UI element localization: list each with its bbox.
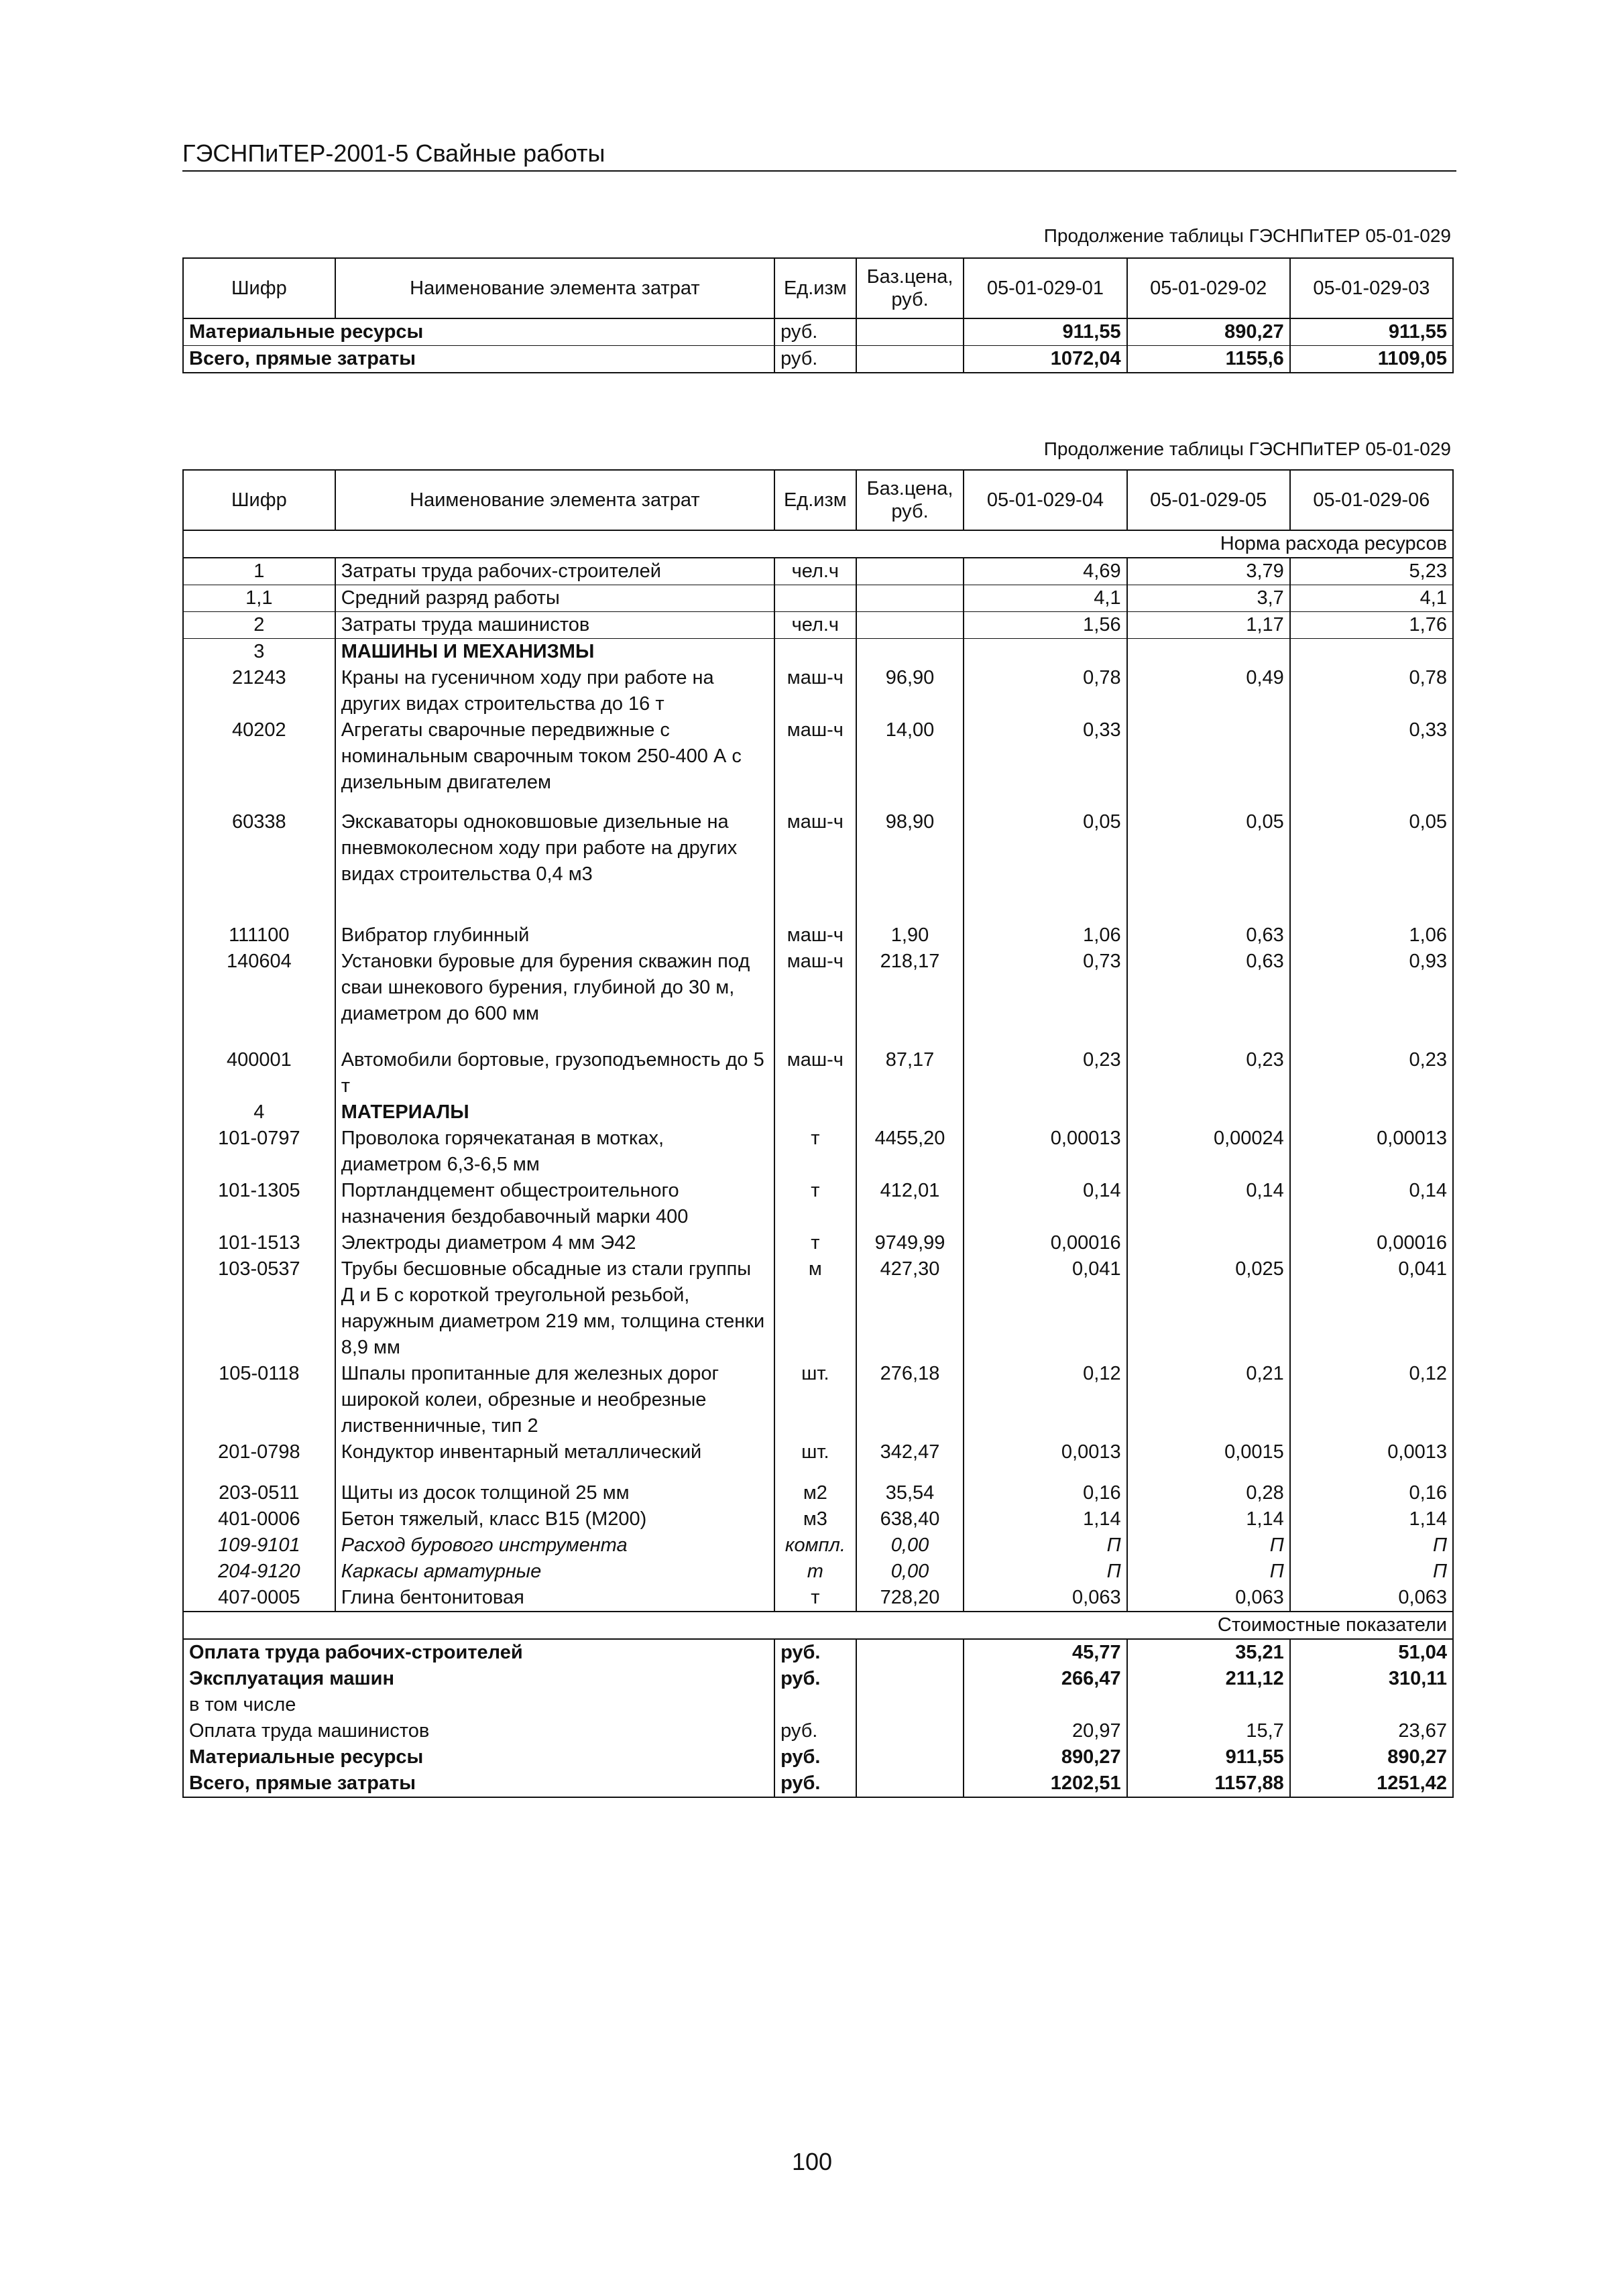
row-name: Портландцемент общестроительного назначения бездобавочный марки 400 (335, 1178, 774, 1230)
row-value: 1,76 (1290, 612, 1453, 639)
row-code: 203-0511 (183, 1480, 335, 1506)
row-value (1290, 1099, 1453, 1126)
row-code: 60338 (183, 809, 335, 922)
row-value: 0,063 (964, 1585, 1126, 1612)
row-code: 2 (183, 612, 335, 639)
row-value: 0,12 (1290, 1361, 1453, 1439)
row-unit: компл. (774, 1532, 856, 1559)
totals-name: Оплата труда машинистов (183, 1718, 774, 1744)
norm-section-row (183, 530, 1453, 558)
row-value: 0,0013 (1290, 1439, 1453, 1480)
totals-price-empty (856, 1639, 964, 1666)
totals-body (183, 1639, 1453, 1797)
row-name: Установки буровые для бурения скважин под сваи шнекового бурения, глубиной до 30 м, диаметром до 600 мм (335, 949, 774, 1047)
row-unit: м2 (774, 1480, 856, 1506)
row-code: 407-0005 (183, 1585, 335, 1612)
row-code: 4 (183, 1099, 335, 1126)
row-name: Затраты труда рабочих-строителей (335, 558, 774, 585)
row-value: 0,49 (1127, 665, 1290, 717)
resources-body (183, 558, 1453, 1612)
row-name: Расход бурового инструмента (335, 1532, 774, 1559)
col-header-v3: 05-01-029-03 (1290, 258, 1453, 318)
table-row (183, 949, 1453, 1047)
totals-value: 15,7 (1127, 1718, 1290, 1744)
row-value: 0,28 (1127, 1480, 1290, 1506)
totals-value (1127, 1692, 1290, 1718)
row-price: 1,90 (856, 922, 964, 949)
totals-price-empty (856, 1692, 964, 1718)
row-code: 401-0006 (183, 1506, 335, 1532)
row-value: 0,00013 (1290, 1126, 1453, 1178)
row-price (856, 558, 964, 585)
row-unit (774, 585, 856, 612)
table-row (183, 1099, 1453, 1126)
col-header-name: Наименование элемента затрат (335, 258, 774, 318)
row-name: Краны на гусеничном ходу при работе на других видах строительства до 16 т (335, 665, 774, 717)
row-unit: руб. (774, 318, 856, 346)
row-unit: чел.ч (774, 558, 856, 585)
row-value: П (1290, 1532, 1453, 1559)
norm-section-label: Норма расхода ресурсов (183, 530, 1453, 558)
row-value: 911,55 (964, 318, 1126, 346)
row-unit: маш-ч (774, 1047, 856, 1099)
row-value: 0,16 (1290, 1480, 1453, 1506)
totals-name: Материальные ресурсы (183, 1744, 774, 1770)
row-value: 0,05 (1290, 809, 1453, 922)
row-price (856, 639, 964, 666)
row-value: 3,79 (1127, 558, 1290, 585)
table-row (183, 1506, 1453, 1532)
row-unit: т (774, 1559, 856, 1585)
row-value: 0,05 (964, 809, 1126, 922)
col-header-v3: 05-01-029-06 (1290, 470, 1453, 530)
row-value: 0,14 (964, 1178, 1126, 1230)
row-name: Средний разряд работы (335, 585, 774, 612)
col-header-v2: 05-01-029-05 (1127, 470, 1290, 530)
row-value: 0,23 (1290, 1047, 1453, 1099)
row-unit: чел.ч (774, 612, 856, 639)
table-row (183, 1361, 1453, 1439)
row-value (1127, 717, 1290, 809)
totals-unit: руб. (774, 1770, 856, 1797)
row-value: 0,33 (1290, 717, 1453, 809)
row-name: Затраты труда машинистов (335, 612, 774, 639)
row-name: Автомобили бортовые, грузоподъемность до 5 т (335, 1047, 774, 1099)
row-value: 1,14 (964, 1506, 1126, 1532)
row-unit: маш-ч (774, 949, 856, 1047)
row-code: 1 (183, 558, 335, 585)
table-row (183, 1480, 1453, 1506)
row-value (1127, 639, 1290, 666)
row-value: 0,041 (964, 1256, 1126, 1361)
row-price: 218,17 (856, 949, 964, 1047)
row-price: 87,17 (856, 1047, 964, 1099)
totals-value: 890,27 (1290, 1744, 1453, 1770)
row-name: Электроды диаметром 4 мм Э42 (335, 1230, 774, 1256)
row-price: 0,00 (856, 1559, 964, 1585)
col-header-v1: 05-01-029-01 (964, 258, 1126, 318)
row-name: Проволока горячекатаная в мотках, диаметром 6,3-6,5 мм (335, 1126, 774, 1178)
totals-row (183, 1639, 1453, 1666)
row-value: П (1290, 1559, 1453, 1585)
row-code: 204-9120 (183, 1559, 335, 1585)
row-value: 0,33 (964, 717, 1126, 809)
row-value: 0,00024 (1127, 1126, 1290, 1178)
row-unit (774, 1099, 856, 1126)
row-code: 1,1 (183, 585, 335, 612)
row-name: Всего, прямые затраты (183, 346, 774, 373)
row-code: 400001 (183, 1047, 335, 1099)
row-value (1290, 639, 1453, 666)
row-name: МАШИНЫ И МЕХАНИЗМЫ (335, 639, 774, 666)
row-price: 427,30 (856, 1256, 964, 1361)
table-row (183, 612, 1453, 639)
totals-unit: руб. (774, 1744, 856, 1770)
row-unit: руб. (774, 346, 856, 373)
row-value (1127, 1099, 1290, 1126)
row-value: 1,06 (964, 922, 1126, 949)
row-unit: маш-ч (774, 717, 856, 809)
row-code: 101-1513 (183, 1230, 335, 1256)
table1-header-row (183, 258, 1453, 318)
row-price: 98,90 (856, 809, 964, 922)
row-value: 1072,04 (964, 346, 1126, 373)
cost-section-label: Стоимостные показатели (183, 1612, 1453, 1639)
table-row (183, 717, 1453, 809)
header-divider (182, 170, 1456, 172)
row-unit: т (774, 1585, 856, 1612)
row-unit (774, 639, 856, 666)
row-code: 201-0798 (183, 1439, 335, 1480)
row-value: 0,14 (1290, 1178, 1453, 1230)
row-value: 0,73 (964, 949, 1126, 1047)
row-code: 103-0537 (183, 1256, 335, 1361)
table-row (183, 1230, 1453, 1256)
row-value: П (964, 1532, 1126, 1559)
row-code: 101-0797 (183, 1126, 335, 1178)
row-value: 0,00016 (964, 1230, 1126, 1256)
row-name: Глина бентонитовая (335, 1585, 774, 1612)
table2 (182, 469, 1454, 1798)
totals-value: 1157,88 (1127, 1770, 1290, 1797)
totals-unit (774, 1692, 856, 1718)
totals-name: Всего, прямые затраты (183, 1770, 774, 1797)
row-value: 1,06 (1290, 922, 1453, 949)
row-price (856, 585, 964, 612)
totals-value: 35,21 (1127, 1639, 1290, 1666)
row-price (856, 612, 964, 639)
row-price: 276,18 (856, 1361, 964, 1439)
totals-value: 890,27 (964, 1744, 1126, 1770)
col-header-code: Шифр (183, 470, 335, 530)
table-row (183, 809, 1453, 922)
row-value (964, 639, 1126, 666)
row-price: 412,01 (856, 1178, 964, 1230)
row-value: 0,025 (1127, 1256, 1290, 1361)
totals-value (1290, 1692, 1453, 1718)
table-row (183, 1047, 1453, 1099)
row-price: 0,00 (856, 1532, 964, 1559)
row-value (1127, 1230, 1290, 1256)
row-unit: т (774, 1230, 856, 1256)
row-value: 3,7 (1127, 585, 1290, 612)
col-header-v2: 05-01-029-02 (1127, 258, 1290, 318)
row-value (964, 1099, 1126, 1126)
totals-row (183, 1770, 1453, 1797)
row-value: 1,14 (1127, 1506, 1290, 1532)
totals-value: 51,04 (1290, 1639, 1453, 1666)
row-code: 105-0118 (183, 1361, 335, 1439)
col-header-code: Шифр (183, 258, 335, 318)
totals-value: 310,11 (1290, 1666, 1453, 1692)
col-header-price: Баз.цена, руб. (856, 470, 964, 530)
row-value: 0,93 (1290, 949, 1453, 1047)
row-value: 0,0013 (964, 1439, 1126, 1480)
totals-name: Эксплуатация машин (183, 1666, 774, 1692)
row-value: 0,78 (964, 665, 1126, 717)
row-value: П (964, 1559, 1126, 1585)
row-value: 0,041 (1290, 1256, 1453, 1361)
row-value: 0,0015 (1127, 1439, 1290, 1480)
row-unit: маш-ч (774, 665, 856, 717)
page-number: 100 (791, 2148, 833, 2175)
row-value: 0,16 (964, 1480, 1126, 1506)
row-price (856, 1099, 964, 1126)
row-unit: м (774, 1256, 856, 1361)
col-header-v1: 05-01-029-04 (964, 470, 1126, 530)
table2-caption: Продолжение таблицы ГЭСНПиТЕР 05-01-029 (1043, 438, 1451, 459)
row-value: 0,78 (1290, 665, 1453, 717)
row-value: П (1127, 1559, 1290, 1585)
totals-value: 266,47 (964, 1666, 1126, 1692)
row-name: МАТЕРИАЛЫ (335, 1099, 774, 1126)
row-value: 0,063 (1290, 1585, 1453, 1612)
row-unit: м3 (774, 1506, 856, 1532)
col-header-unit: Ед.изм (774, 470, 856, 530)
row-value: 1,14 (1290, 1506, 1453, 1532)
totals-value: 45,77 (964, 1639, 1126, 1666)
row-price: 96,90 (856, 665, 964, 717)
row-price: 9749,99 (856, 1230, 964, 1256)
row-value: 5,23 (1290, 558, 1453, 585)
totals-value: 1202,51 (964, 1770, 1126, 1797)
row-value: 0,23 (1127, 1047, 1290, 1099)
row-price: 4455,20 (856, 1126, 964, 1178)
totals-price-empty (856, 1718, 964, 1744)
row-value: 0,21 (1127, 1361, 1290, 1439)
row-value: 4,1 (964, 585, 1126, 612)
row-value: 0,14 (1127, 1178, 1290, 1230)
row-value: 0,63 (1127, 922, 1290, 949)
row-value: 1109,05 (1290, 346, 1453, 373)
totals-name: в том числе (183, 1692, 774, 1718)
row-unit: маш-ч (774, 922, 856, 949)
row-value: П (1127, 1532, 1290, 1559)
row-code: 140604 (183, 949, 335, 1047)
totals-price-empty (856, 1770, 964, 1797)
row-price: 35,54 (856, 1480, 964, 1506)
row-code: 111100 (183, 922, 335, 949)
totals-unit: руб. (774, 1718, 856, 1744)
row-value: 0,00016 (1290, 1230, 1453, 1256)
row-name: Вибратор глубинный (335, 922, 774, 949)
table-row (183, 318, 1453, 346)
table-row (183, 1439, 1453, 1480)
row-code: 3 (183, 639, 335, 666)
row-name: Кондуктор инвентарный металлический (335, 1439, 774, 1480)
row-value: 0,23 (964, 1047, 1126, 1099)
col-header-unit: Ед.изм (774, 258, 856, 318)
row-name: Материальные ресурсы (183, 318, 774, 346)
totals-value: 20,97 (964, 1718, 1126, 1744)
totals-value: 1251,42 (1290, 1770, 1453, 1797)
table-row (183, 1256, 1453, 1361)
row-value: 0,00013 (964, 1126, 1126, 1178)
table-row (183, 639, 1453, 666)
row-value: 1155,6 (1127, 346, 1290, 373)
totals-row (183, 1666, 1453, 1692)
row-name: Трубы бесшовные обсадные из стали группы Д и Б с короткой треугольной резьбой, наружным диаметром 219 мм, толщина стенки 8,9 мм (335, 1256, 774, 1361)
table1 (182, 257, 1454, 373)
table-row (183, 1126, 1453, 1178)
row-code: 101-1305 (183, 1178, 335, 1230)
table-row (183, 922, 1453, 949)
table2-header-row (183, 470, 1453, 530)
cost-section-row (183, 1612, 1453, 1639)
totals-value: 23,67 (1290, 1718, 1453, 1744)
table-row (183, 1532, 1453, 1559)
row-value: 0,63 (1127, 949, 1290, 1047)
row-code: 40202 (183, 717, 335, 809)
row-code: 109-9101 (183, 1532, 335, 1559)
row-price: 638,40 (856, 1506, 964, 1532)
col-header-price: Баз.цена, руб. (856, 258, 964, 318)
row-price: 728,20 (856, 1585, 964, 1612)
row-unit: т (774, 1126, 856, 1178)
row-name: Щиты из досок толщиной 25 мм (335, 1480, 774, 1506)
row-unit: т (774, 1178, 856, 1230)
table-row (183, 1585, 1453, 1612)
row-value: 4,1 (1290, 585, 1453, 612)
row-value: 0,05 (1127, 809, 1290, 922)
table-row (183, 665, 1453, 717)
row-value: 890,27 (1127, 318, 1290, 346)
totals-row (183, 1744, 1453, 1770)
row-name: Агрегаты сварочные передвижные с номинальным сварочным током 250-400 А с дизельным двигателем (335, 717, 774, 809)
totals-name: Оплата труда рабочих-строителей (183, 1639, 774, 1666)
row-name: Экскаваторы одноковшовые дизельные на пневмоколесном ходу при работе на других видах строительства 0,4 м3 (335, 809, 774, 922)
row-unit: шт. (774, 1361, 856, 1439)
row-value: 0,063 (1127, 1585, 1290, 1612)
row-code: 21243 (183, 665, 335, 717)
table-row (183, 346, 1453, 373)
row-value: 0,12 (964, 1361, 1126, 1439)
totals-price-empty (856, 1666, 964, 1692)
row-name: Каркасы арматурные (335, 1559, 774, 1585)
row-name: Шпалы пропитанные для железных дорог широкой колеи, обрезные и необрезные лиственничные, тип 2 (335, 1361, 774, 1439)
row-value: 911,55 (1290, 318, 1453, 346)
col-header-name: Наименование элемента затрат (335, 470, 774, 530)
totals-unit: руб. (774, 1666, 856, 1692)
row-unit: маш-ч (774, 809, 856, 922)
totals-row (183, 1692, 1453, 1718)
row-value: 1,56 (964, 612, 1126, 639)
table1-caption: Продолжение таблицы ГЭСНПиТЕР 05-01-029 (1043, 225, 1451, 246)
row-name: Бетон тяжелый, класс В15 (М200) (335, 1506, 774, 1532)
table-row (183, 1178, 1453, 1230)
row-unit: шт. (774, 1439, 856, 1480)
totals-unit: руб. (774, 1639, 856, 1666)
totals-value: 211,12 (1127, 1666, 1290, 1692)
totals-price-empty (856, 1744, 964, 1770)
table-row (183, 585, 1453, 612)
row-value: 4,69 (964, 558, 1126, 585)
row-value: 1,17 (1127, 612, 1290, 639)
row-price: 342,47 (856, 1439, 964, 1480)
row-price: 14,00 (856, 717, 964, 809)
table-row (183, 558, 1453, 585)
totals-row (183, 1718, 1453, 1744)
table-row (183, 1559, 1453, 1585)
totals-value (964, 1692, 1126, 1718)
page-header-title: ГЭСНПиТЕР-2001-5 Свайные работы (182, 139, 605, 167)
totals-value: 911,55 (1127, 1744, 1290, 1770)
